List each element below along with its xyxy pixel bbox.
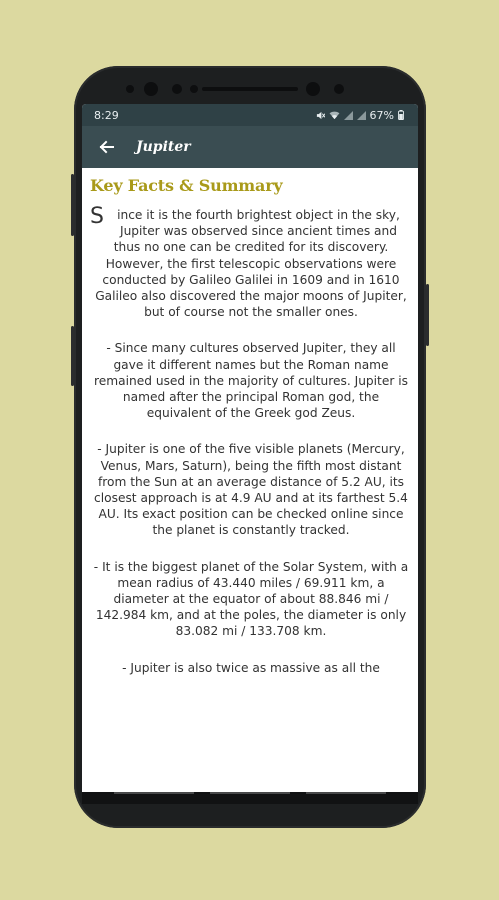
status-time: 8:29	[94, 108, 119, 122]
wifi-icon	[329, 111, 340, 120]
paragraph: - Jupiter is also twice as massive as all the	[122, 660, 380, 675]
paragraph: - Since many cultures observed Jupiter, they all gave it different names but the Roman name remained used in the majority of cultures. Jupiter is named after the principal Roman god, the equivalent of the Greek god Zeus.	[94, 341, 408, 421]
battery-icon	[398, 110, 404, 120]
nav-indicator	[210, 792, 290, 794]
phone-frame	[74, 66, 426, 828]
nav-indicator	[114, 792, 194, 794]
signal-icon	[344, 111, 353, 120]
article-content[interactable]	[82, 168, 418, 792]
sensor-dot	[334, 84, 344, 94]
paragraph: - It is the biggest planet of the Solar System, with a mean radius of 43.440 miles / 69.911 km, a diameter at the equator of about 88.846 mi / 142.984 km, and at the poles, the diameter is only 83.082 mi / 133.708 km.	[93, 559, 409, 639]
camera-bar	[74, 78, 426, 102]
status-bar	[82, 104, 418, 126]
front-camera	[144, 82, 158, 96]
back-button[interactable]	[85, 126, 127, 168]
sensor-dot	[172, 84, 182, 94]
speaker-grille	[202, 87, 298, 91]
arrow-left-icon	[98, 139, 114, 155]
paragraph: Since it is the fourth brightest object in the sky, Jupiter was observed since ancient times and thus no one can be credited for its discovery. However, the first telescopic observations were conducted by Galileo Galilei in 1609 and in 1610 Galileo also discovered the major moons of Jupiter, but of course not the smaller ones.	[90, 204, 407, 320]
nav-indicator	[306, 792, 386, 794]
battery-percent: 67%	[369, 108, 394, 122]
page-title: Jupiter	[136, 139, 191, 155]
screen	[82, 104, 418, 792]
section-title: Key Facts & Summary	[90, 176, 283, 195]
article-body	[90, 204, 412, 676]
side-button	[426, 284, 429, 346]
mute-icon	[316, 111, 325, 120]
sensor-dot	[306, 82, 320, 96]
volume-button	[71, 326, 74, 386]
paragraph: - Jupiter is one of the five visible planets (Mercury, Venus, Mars, Saturn), being the fifth most distant from the Sun at an average distance of 5.2 AU, its closest approach is at 4.9 AU and at its farthest 5.4 AU. Its exact position can be checked online since the planet is constantly tracked.	[94, 442, 408, 538]
sensor-dot	[190, 85, 198, 93]
app-bar	[82, 126, 418, 168]
signal-icon	[357, 111, 366, 120]
sensor-dot	[126, 85, 134, 93]
power-button	[71, 174, 74, 236]
status-icons	[316, 109, 404, 122]
